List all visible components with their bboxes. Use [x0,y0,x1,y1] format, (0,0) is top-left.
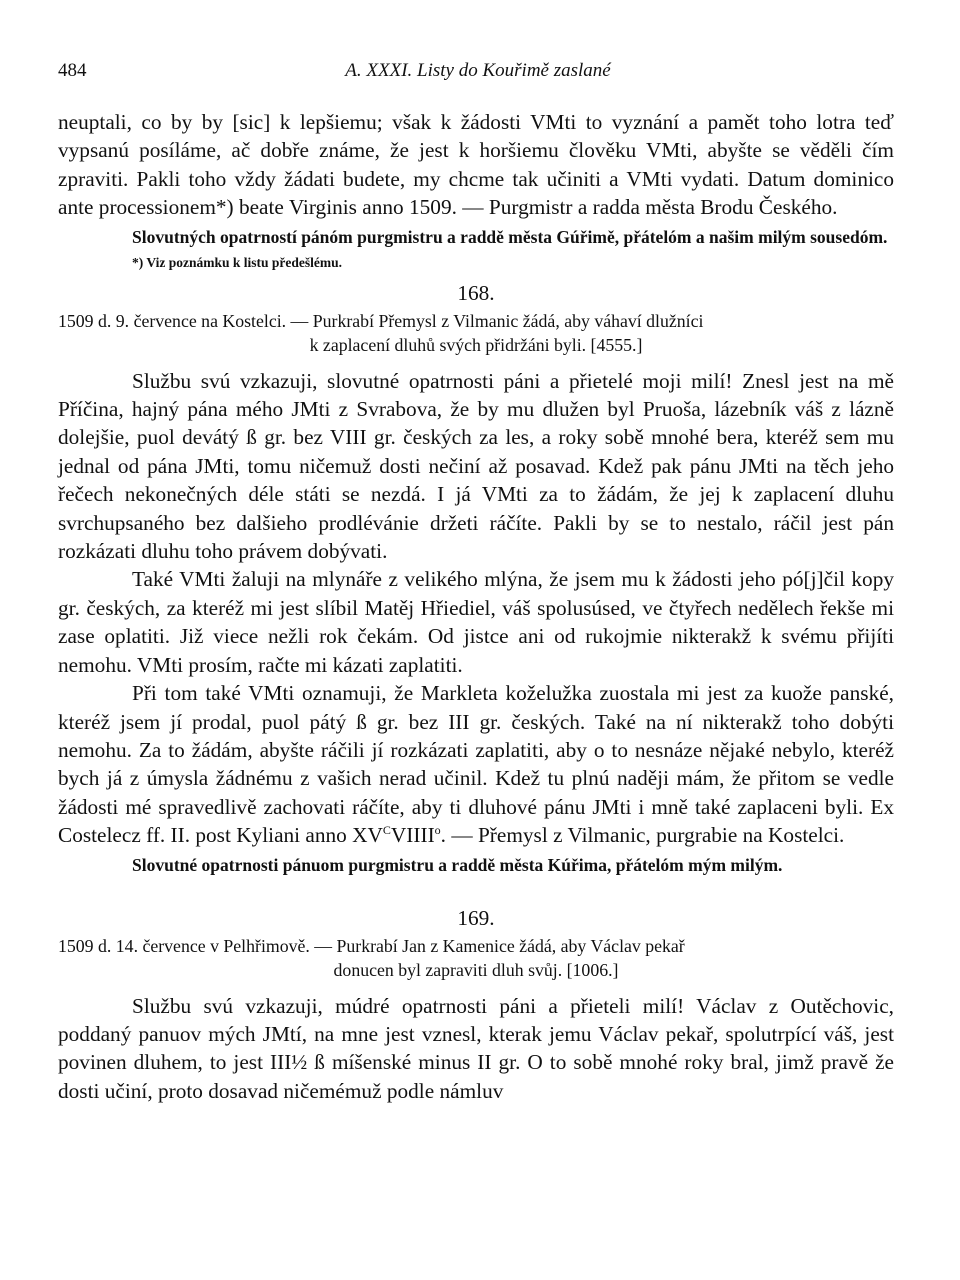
letter-address: Slovutných opatrností pánóm purgmistru a raddě města Gúřimě, přátelóm a našim milým sousedóm. [132,226,888,247]
letter-168-p3-sup-c: C [382,823,391,838]
letter-168-p3-text: Při tom také VMti oznamuji, že Markleta koželužka zuostala mi jest za kuože panské, kteréž jsem jí prodal, puol pátý ß gr. bez III gr. českých. Také na ní nikterakž toho dobýti nemohu. Za to žádám, abyšte ráčili jí rozkázati zaplatiti, aby o to nesnáze nějaké nebylo, kteréž bych já z úmysla žádnému z vašich nerad učinil. Kdež tu plnú naději mám, že přitom se vedle žádosti mé spravedlivě zachovati ráčíte, aby ti dluhové pánu JMti i mně také zaplaceni byli. Ex Costelecz ff. II. post Kyliani anno XV [58,681,894,848]
page-number: 484 [58,60,87,81]
page-header [58,60,898,88]
continuation-paragraph: neuptali, co by by [sic] k lepšiemu; však k žádosti VMti to vyznání a pamět toho lotra teď vypsanú posíláme, ač dobře známe, že jest k horšiemu člověku VMti, abyšte se věděli čím zpraviti. Pakli toho vždy žádati budete, my chcme tak učiniti a VMti vydati. Datum dominico ante processionem*) beate Virginis anno 1509. — Purgmistr a radda města Brodu Českého. [58,110,894,220]
regest-168-line1: 1509 d. 9. července na Kostelci. — Purkrabí Přemysl z Vilmanic žádá, aby váhaví dlužníci [58,310,704,331]
running-title: A. XXXI. Listy do Kouřimě zaslané [345,60,611,81]
letter-168-p3-sup-o: o [434,823,441,838]
letter-168-p3-year: VIIII [390,823,435,848]
letter-169-paragraph-1: Službu svú vzkazuji, múdré opatrnosti páni a přieteli milí! Václav z Outěchovic, poddaný panuov mých JMtí, na mne jest vznesl, kterak jemu Václav pekař, spolutrpící váš, jest povinen dluhem, to jest III½ ß míšenské minus II gr. O to sobě mnohé roky bral, jimž pravě že dosti učiní, proto dosavad ničemémuž podle námluv [58,993,894,1103]
letter-168-address: Slovutné opatrnosti pánuom purgmistru a raddě města Kúřima, přátelóm mým milým. [132,854,783,875]
footnote: *) Viz poznámku k listu předešlému. [132,254,343,270]
regest-168-line2: k zaplacení dluhů svých přidržáni byli. [4555.] [309,334,643,355]
letter-168-paragraph-1: Službu svú vzkazuji, slovutné opatrnosti páni a přietelé moji milí! Znesl jest na mě Příčina, hajný pána mého JMti z Svrabova, že by mu dlužen byl Pruoša, lázebník váš z lázně dolejšie, puol devátý ß gr. bez VIII gr. českých za les, a roky sobě mnohé bera, kteréž sem mu jednal od pána JMti, tomu ničemuž dosti nečiní až posavad. Kdež pak pánu JMti na těch jeho řečech nekonečných déle státi se nezdá. I já VMti za to žádám, že jej k zaplacení dluhu svrchupsaného bez dalšieho prodlévánie držeti ráčíte. Pakli by se to nestalo, ráčil jest pán rozkázati dluhu toho právem dobývati. [58,368,894,564]
body-text [58,108,894,1105]
letter-168-paragraph-3 [58,679,894,849]
letter-168-paragraph-2: Také VMti žaluji na mlynáře z velikého mlýna, že jsem mu k žádosti jeho pó[j]čil kopy gr. českých, za kteréž mi jest slíbil Matěj Hřiediel, váš spolusúsed, ve čtyřech nedělech řekše mi zase oplatiti. Již viece nežli rok čekám. Od jistce ani od rukojmie nikterakž k svému přijíti nemohu. VMti prosím, račte mi kázati zaplatiti. [58,567,894,677]
document-number-168: 168. [457,280,495,305]
regest-169-line1: 1509 d. 14. července v Pelhřimově. — Purkrabí Jan z Kamenice žádá, aby Václav pekař [58,935,685,956]
regest-168 [58,309,894,357]
regest-169-line2: donucen byl zapraviti dluh svůj. [1006.] [333,959,619,980]
regest-169 [58,934,894,982]
document-number-169: 169. [457,905,495,930]
letter-168-p3-signature: . — Přemysl z Vilmanic, purgrabie na Kostelci. [440,823,845,848]
section-gap [58,878,894,898]
